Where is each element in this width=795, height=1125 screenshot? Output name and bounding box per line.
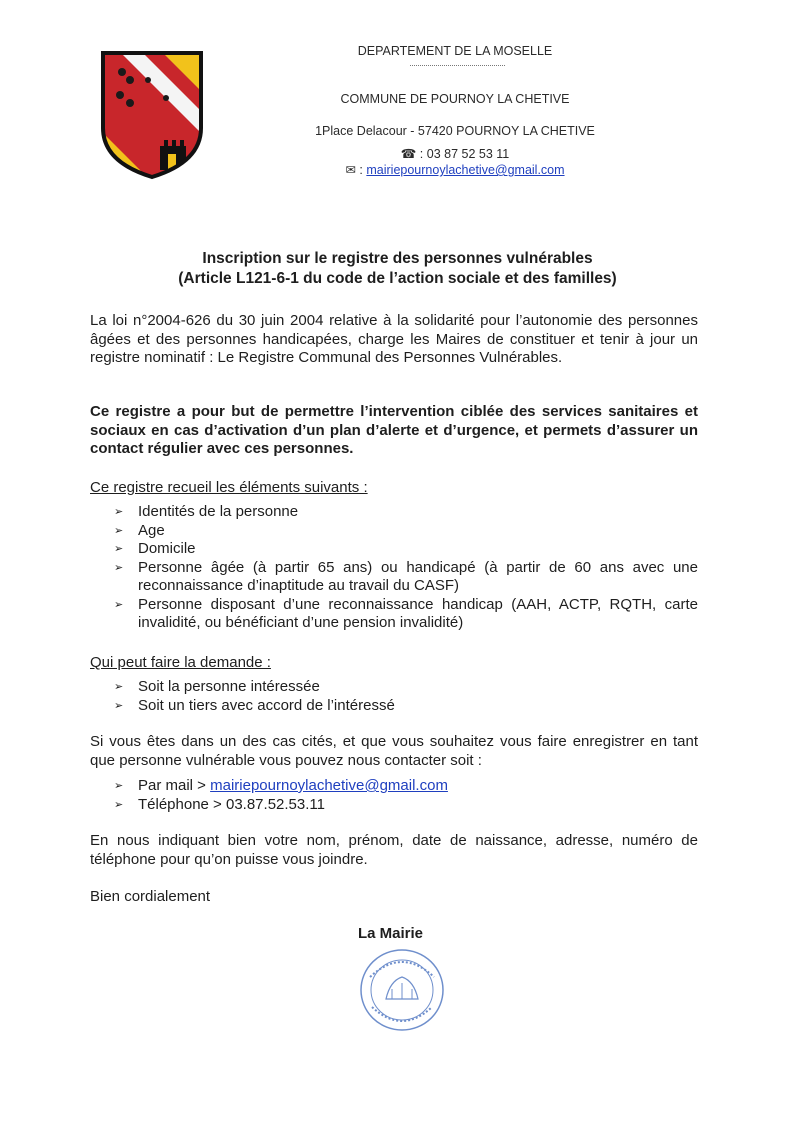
list-item [114, 777, 698, 796]
arrow-bullet-icon: ➢ [114, 561, 124, 574]
arrow-bullet-icon: ➢ [114, 798, 124, 811]
intro-paragraph: La loi n°2004-626 du 30 juin 2004 relative à la solidarité pour l’autonomie des personnes âgées et des personnes handicapées, charge les Maires de constituer et tenir à jour un registre nominatif : Le Registre Communal des Personnes Vulnérables. [90, 312, 698, 366]
arrow-bullet-icon: ➢ [114, 543, 124, 555]
commune-address: 1Place Delacour - 57420 POURNOY LA CHETIVE [315, 124, 595, 138]
signature: La Mairie [358, 925, 424, 942]
arrow-bullet-icon: ➢ [114, 699, 124, 712]
list-item: ➢ Age [114, 521, 165, 539]
closing-text: Bien cordialement [90, 888, 211, 905]
document-title [95, 249, 700, 289]
purpose-paragraph: Ce registre a pour but de permettre l’intervention ciblée des services sanitaires et sociaux en cas d’activation d’un plan d’alerte et d’urgence, et permets d’assurer un contact régulier avec ces personnes. [90, 403, 698, 457]
header-phone: 03 87 52 53 11 [426, 147, 510, 161]
list-item: ➢ Domicile [114, 540, 196, 557]
list-item: ➢ Identités de la personne [114, 503, 299, 520]
list-item: ➢ Personne âgée (à partir 65 ans) ou handicapé (à partir de 60 ans avec une reconnaissance d’inaptitude au travail du CASF) [114, 558, 698, 594]
header-phone-line: ☎ : 03 87 52 53 11 [400, 147, 510, 161]
contact-phone: Téléphone > 03.87.52.53.11 [138, 795, 325, 813]
requesters-label: Qui peut faire la demande : [90, 654, 271, 671]
arrow-bullet-icon: ➢ [114, 681, 124, 693]
elements-label: Ce registre recueil les éléments suivants : [90, 479, 368, 496]
telephone-icon: ☎ [400, 147, 417, 161]
title-line-1: Inscription sur le registre des personnes vulnérables [202, 250, 593, 267]
coat-of-arms-logo [100, 50, 204, 180]
list-item: ➢ Soit la personne intéressée [114, 678, 320, 695]
department-heading: DEPARTEMENT DE LA MOSELLE [357, 44, 553, 58]
arrow-bullet-icon: ➢ [114, 524, 124, 537]
elements-list [114, 503, 698, 633]
header-divider [410, 65, 505, 66]
arrow-bullet-icon: ➢ [114, 780, 124, 792]
list-item: ➢ Soit un tiers avec accord de l’intéressé [114, 696, 395, 714]
contact-list [114, 777, 698, 814]
envelope-icon: ✉ [345, 163, 356, 177]
title-line-2: (Article L121-6-1 du code de l’action sociale et des familles) [178, 270, 617, 287]
contact-paragraph: Si vous êtes dans un des cas cités, et que vous souhaitez vous faire enregistrer en tant que personne vulnérable vous pouvez nous contacter soit : [90, 733, 698, 769]
arrow-bullet-icon: ➢ [114, 506, 124, 518]
arrow-bullet-icon: ➢ [114, 598, 124, 611]
instructions-paragraph: En nous indiquant bien votre nom, prénom, date de naissance, adresse, numéro de téléphone pour qu’on puisse vous joindre. [90, 832, 698, 868]
list-item: ➢ Personne disposant d’une reconnaissance handicap (AAH, ACTP, RQTH, carte invalidité, ou bénéficiant d’une pension invalidité) [114, 595, 698, 631]
official-stamp-image [358, 947, 446, 1033]
commune-name: COMMUNE DE POURNOY LA CHETIVE [340, 92, 570, 106]
header-email-line: ✉ : mairiepournoylachetive@gmail.com [345, 163, 565, 177]
mail-label: Par mail > [138, 777, 211, 794]
requesters-list [114, 678, 698, 715]
header-email-link[interactable]: mairiepournoylachetive@gmail.com [366, 163, 565, 177]
contact-email-link[interactable]: mairiepournoylachetive@gmail.com [210, 777, 448, 794]
list-item [114, 796, 698, 815]
